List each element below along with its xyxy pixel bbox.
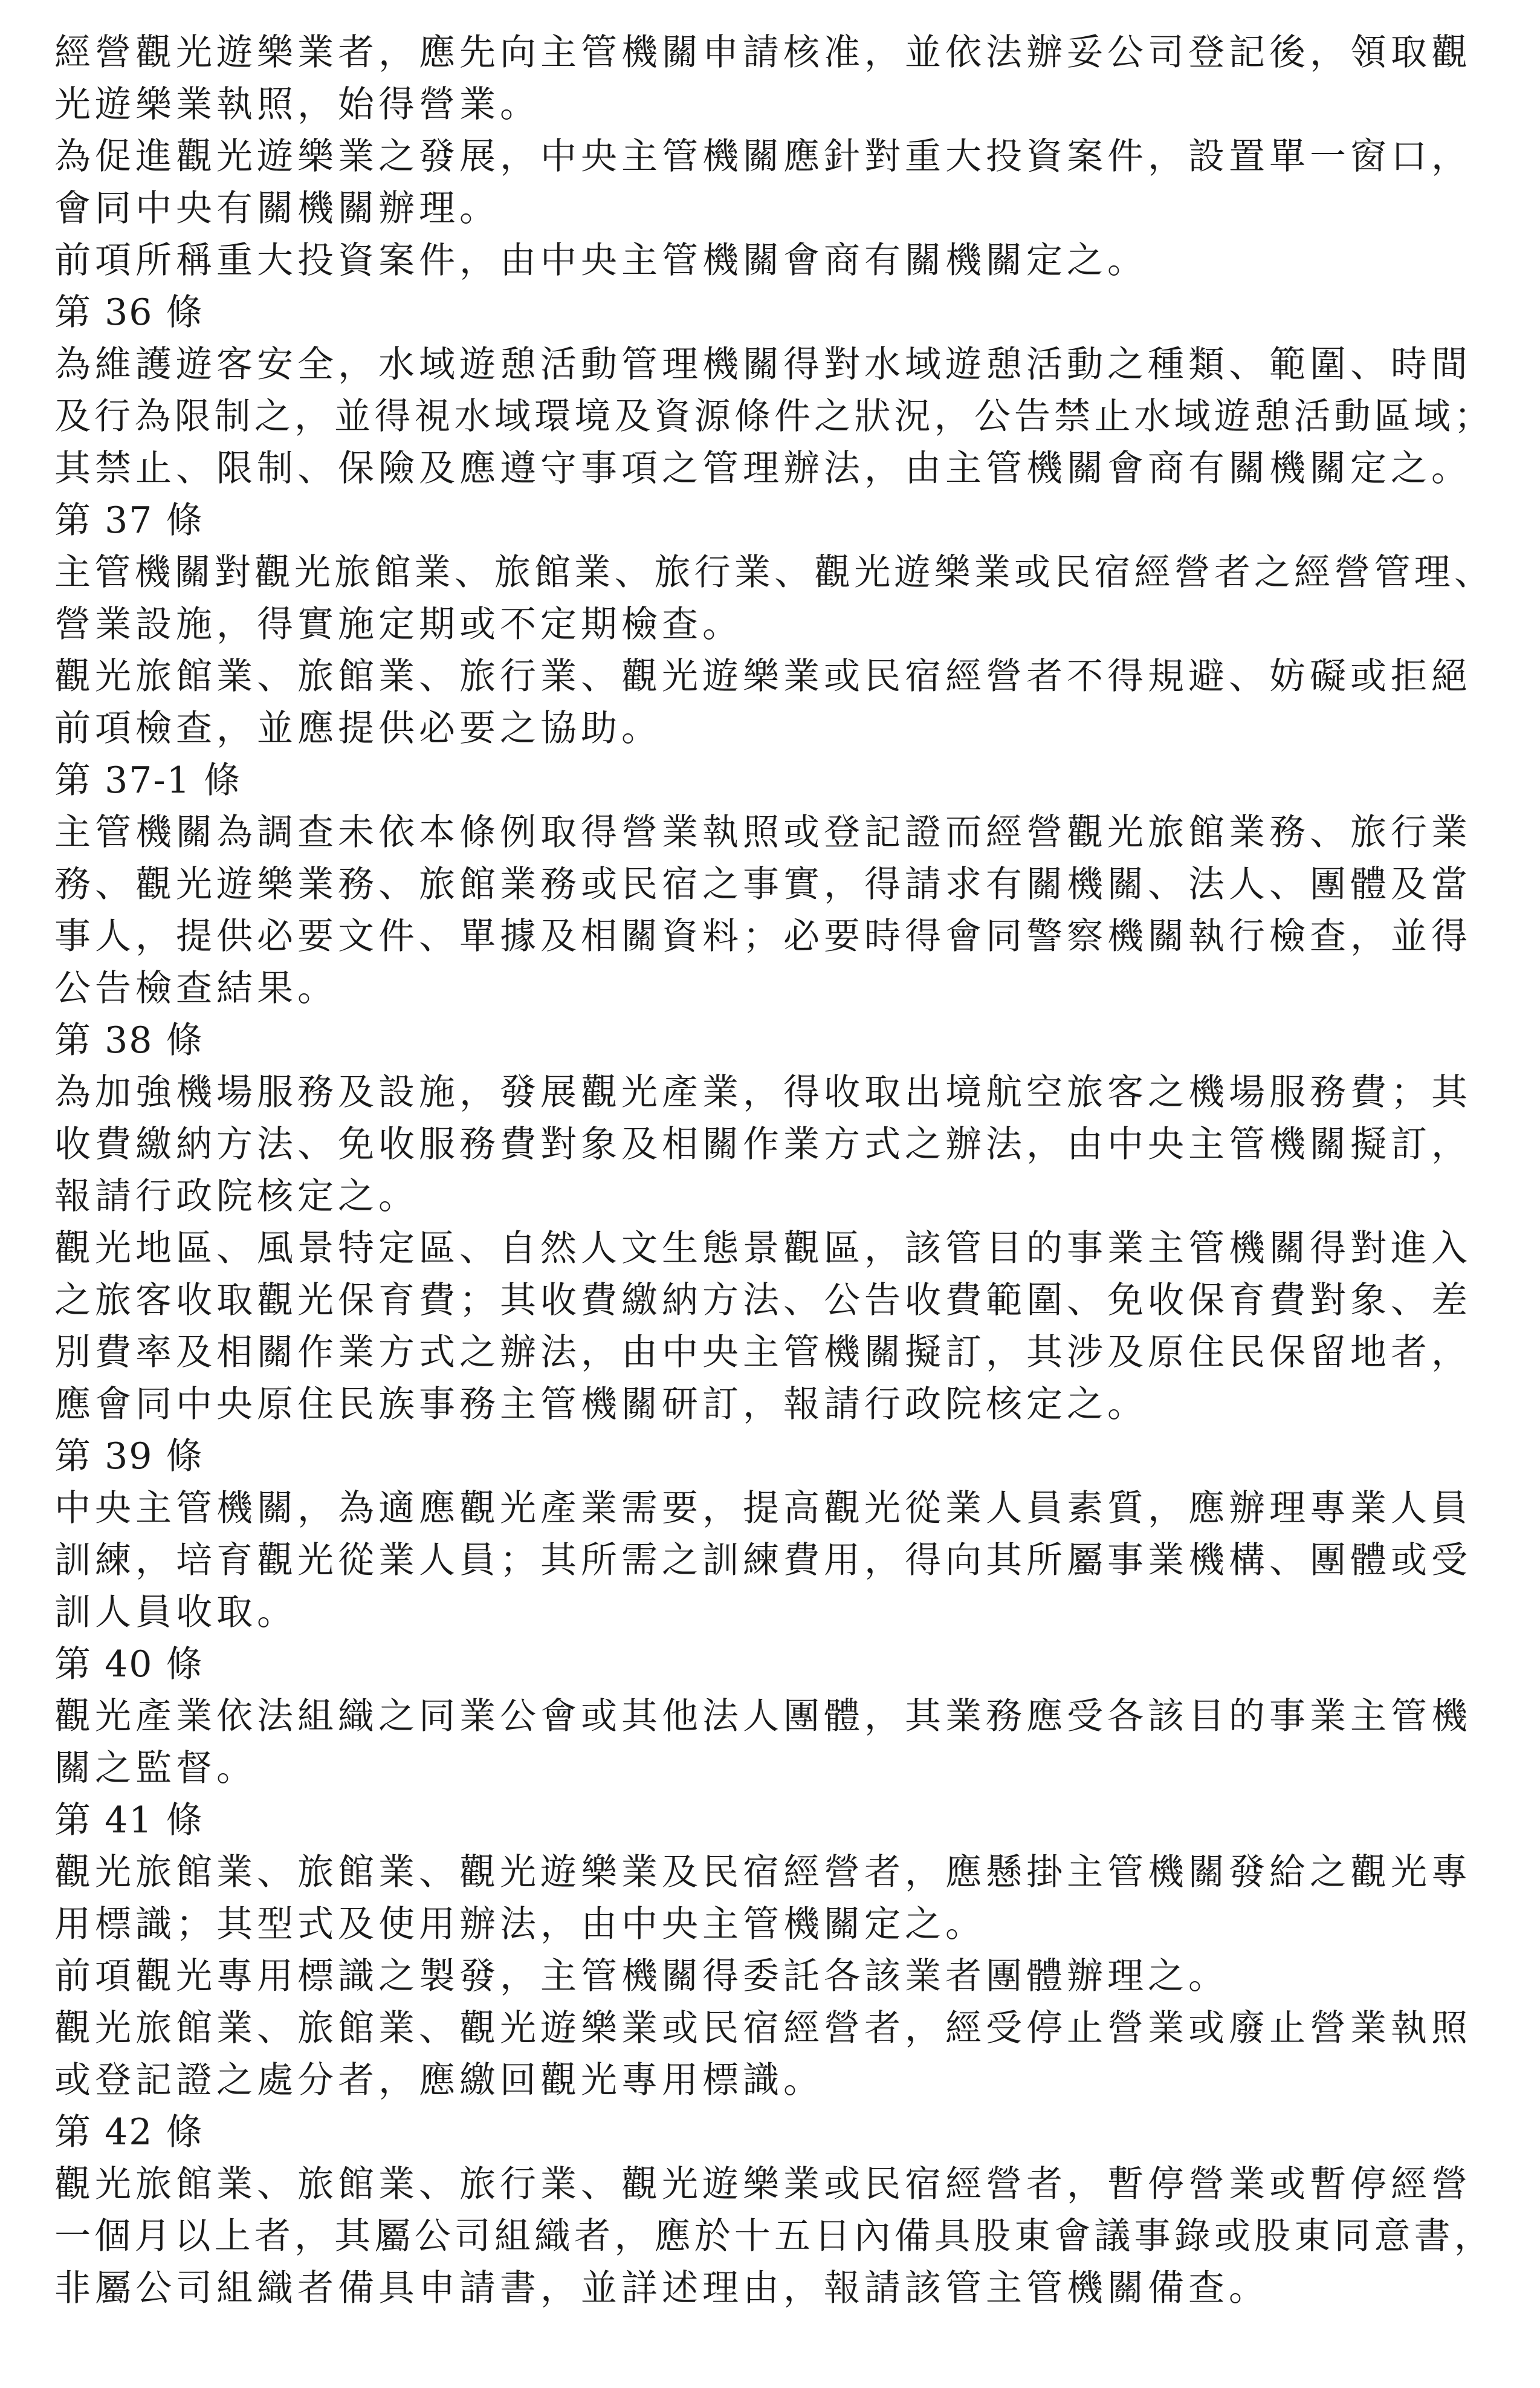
text-line: 前項所稱重大投資案件，由中央主管機關會商有關機關定之。	[54, 239, 1148, 282]
text-line: 觀光旅館業、旅館業、旅行業、觀光遊樂業或民宿經營者，暫停營業或暫停經營	[54, 2163, 1472, 2205]
text-line: 及行為限制之，並得視水域環境及資源條件之狀況，公告禁止水域遊憩活動區域；	[54, 395, 1494, 438]
text-line: 中央主管機關，為適應觀光產業需要，提高觀光從業人員素質，應辦理專業人員	[54, 1487, 1472, 1530]
text-line: 報請行政院核定之。	[54, 1175, 419, 1218]
text-line: 其禁止、限制、保險及應遵守事項之管理辦法，由主管機關會商有關機關定之。	[54, 447, 1472, 490]
text-line: 關之監督。	[54, 1747, 257, 1789]
text-line: 觀光旅館業、旅館業、旅行業、觀光遊樂業或民宿經營者不得規避、妨礙或拒絕	[54, 655, 1472, 698]
text-line: 主管機關對觀光旅館業、旅館業、旅行業、觀光遊樂業或民宿經營者之經營管理、	[54, 551, 1494, 594]
text-line: 之旅客收取觀光保育費；其收費繳納方法、公告收費範圍、免收保育費對象、差	[54, 1279, 1472, 1322]
article-heading: 第 40 條	[54, 1643, 204, 1686]
article-heading: 第 36 條	[54, 291, 204, 334]
text-line: 為加強機場服務及設施，發展觀光產業，得收取出境航空旅客之機場服務費；其	[54, 1071, 1472, 1114]
text-line: 觀光旅館業、旅館業、觀光遊樂業或民宿經營者，經受停止營業或廢止營業執照	[54, 2007, 1472, 2049]
text-line: 主管機關為調查未依本條例取得營業執照或登記證而經營觀光旅館業務、旅行業	[54, 811, 1472, 854]
text-line: 前項觀光專用標識之製發，主管機關得委託各該業者團體辦理之。	[54, 1955, 1229, 1997]
article-heading: 第 37 條	[54, 499, 204, 542]
text-line: 別費率及相關作業方式之辦法，由中央主管機關擬訂，其涉及原住民保留地者，	[54, 1331, 1472, 1374]
text-line: 觀光產業依法組織之同業公會或其他法人團體，其業務應受各該目的事業主管機	[54, 1695, 1472, 1737]
text-line: 非屬公司組織者備具申請書，並詳述理由，報請該管主管機關備查。	[54, 2267, 1269, 2309]
text-line: 光遊樂業執照，始得營業。	[54, 83, 540, 126]
text-line: 為促進觀光遊樂業之發展，中央主管機關應針對重大投資案件，設置單一窗口，	[54, 135, 1472, 178]
text-line: 營業設施，得實施定期或不定期檢查。	[54, 603, 743, 646]
text-line: 務、觀光遊樂業務、旅館業務或民宿之事實，得請求有關機關、法人、團體及當	[54, 863, 1472, 906]
article-heading: 第 38 條	[54, 1019, 204, 1062]
text-line: 前項檢查，並應提供必要之協助。	[54, 707, 662, 750]
text-line: 為維護遊客安全，水域遊憩活動管理機關得對水域遊憩活動之種類、範圍、時間	[54, 343, 1472, 386]
article-heading: 第 42 條	[54, 2111, 204, 2153]
text-line: 收費繳納方法、免收服務費對象及相關作業方式之辦法，由中央主管機關擬訂，	[54, 1123, 1472, 1166]
text-line: 訓練，培育觀光從業人員；其所需之訓練費用，得向其所屬事業機構、團體或受	[54, 1539, 1472, 1582]
text-line: 觀光地區、風景特定區、自然人文生態景觀區，該管目的事業主管機關得對進入	[54, 1227, 1472, 1270]
article-heading: 第 37-1 條	[54, 759, 241, 802]
text-line: 應會同中央原住民族事務主管機關研訂，報請行政院核定之。	[54, 1383, 1148, 1426]
text-line: 公告檢查結果。	[54, 967, 338, 1010]
article-heading: 第 39 條	[54, 1435, 204, 1478]
text-line: 經營觀光遊樂業者，應先向主管機關申請核准，並依法辦妥公司登記後，領取觀	[54, 31, 1472, 74]
text-line: 用標識；其型式及使用辦法，由中央主管機關定之。	[54, 1903, 986, 1945]
text-line: 觀光旅館業、旅館業、觀光遊樂業及民宿經營者，應懸掛主管機關發給之觀光專	[54, 1851, 1472, 1893]
text-line: 或登記證之處分者，應繳回觀光專用標識。	[54, 2059, 824, 2101]
text-line: 事人，提供必要文件、單據及相關資料；必要時得會同警察機關執行檢查，並得	[54, 915, 1472, 958]
text-line: 一個月以上者，其屬公司組織者，應於十五日內備具股東會議事錄或股東同意書，	[54, 2215, 1494, 2257]
document-body	[54, 27, 1505, 2314]
article-heading: 第 41 條	[54, 1799, 204, 1841]
text-line: 會同中央有關機關辦理。	[54, 187, 500, 230]
text-line: 訓人員收取。	[54, 1591, 297, 1634]
